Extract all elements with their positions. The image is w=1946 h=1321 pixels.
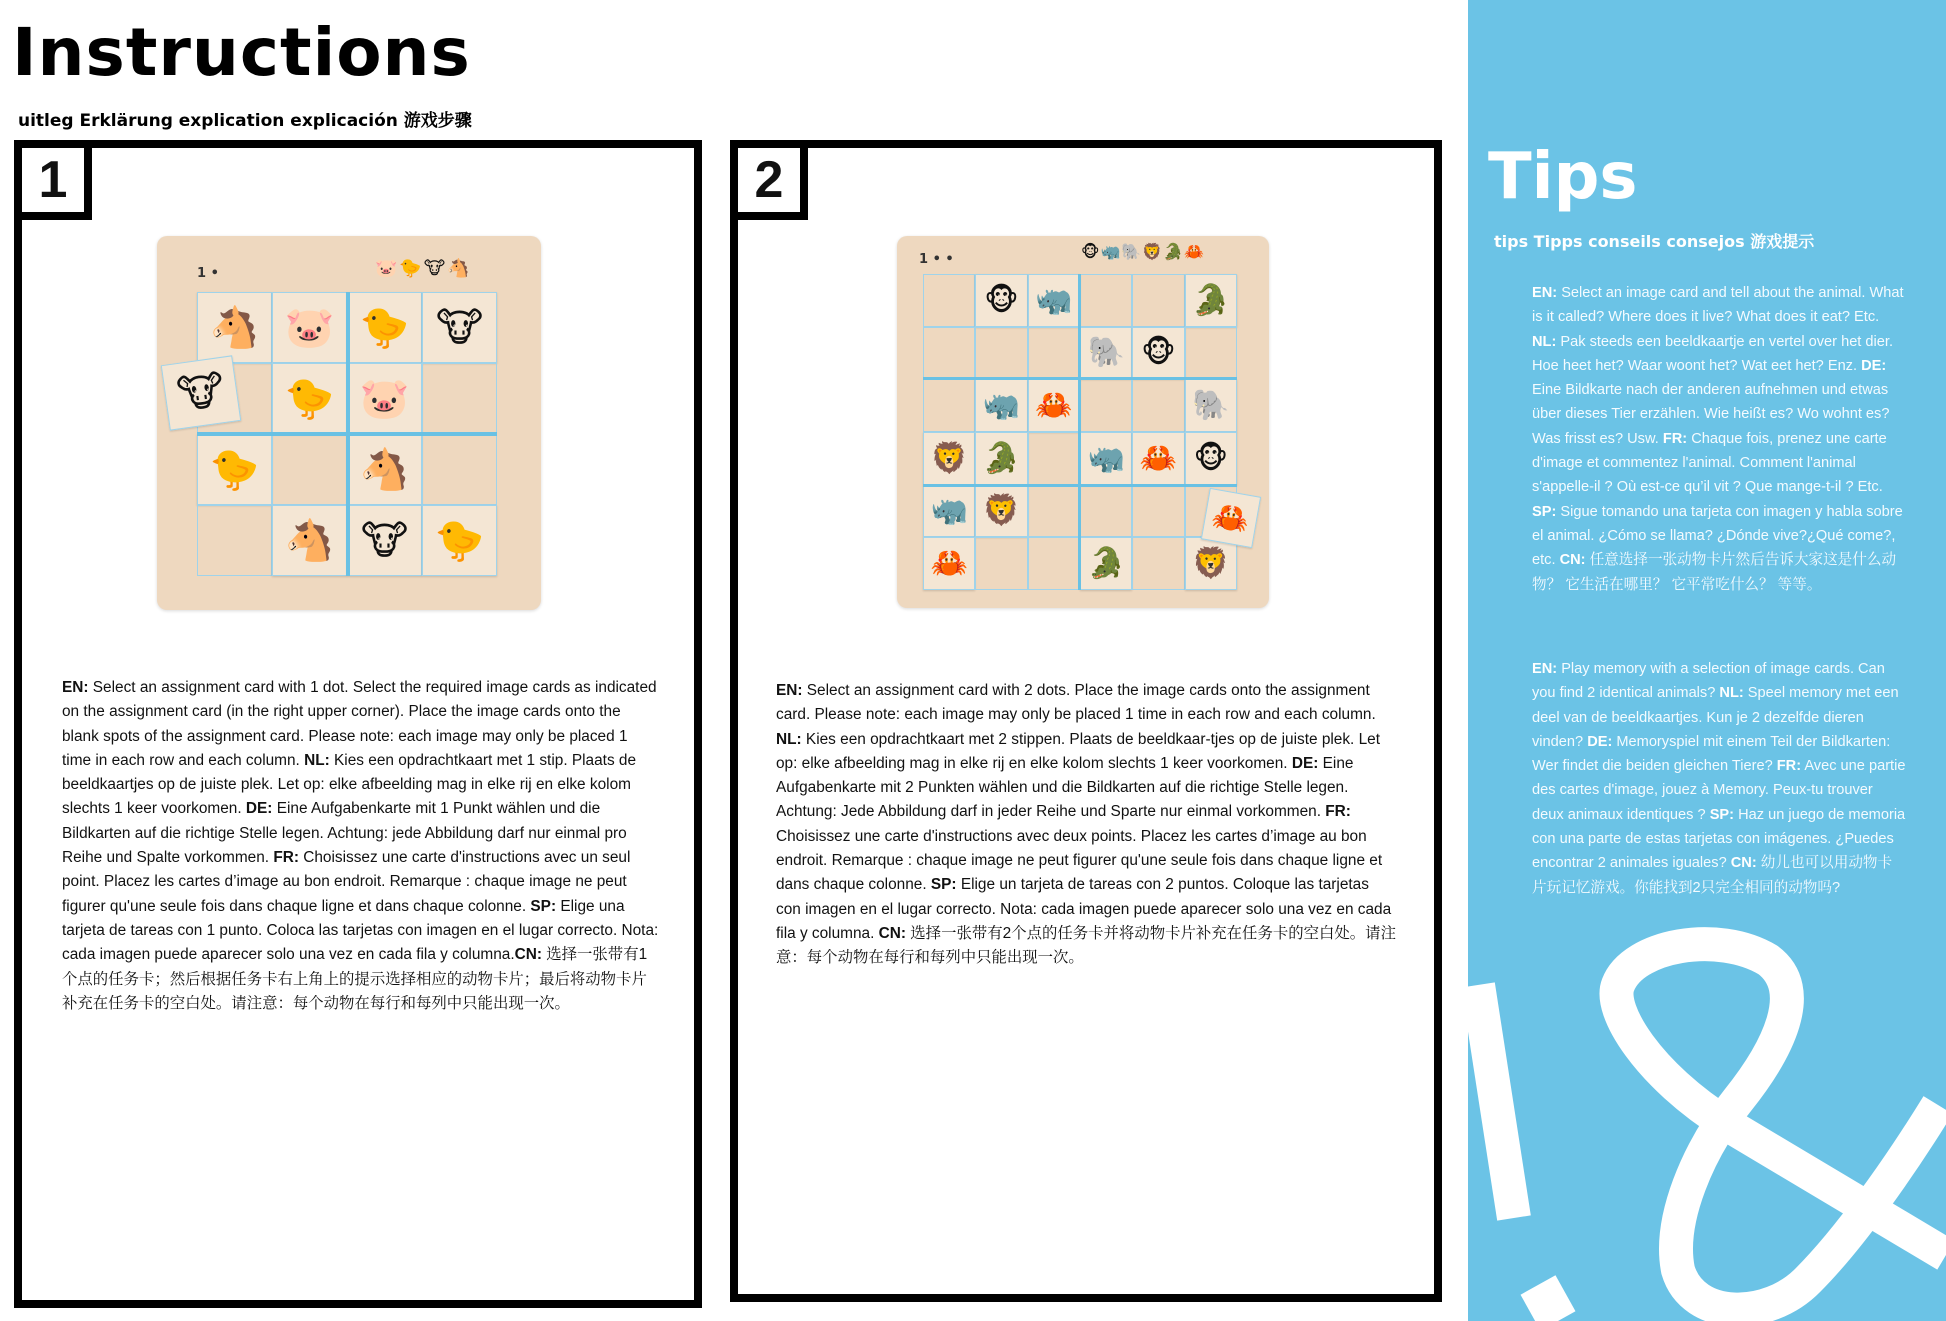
monkey-tile: 🐵 [975,274,1027,327]
instruction-text: Memoryspiel mit einem Teil der Bildkarten: Wer findet die beiden gleichen Tiere? [1532,733,1891,775]
instruction-text: Eine Aufgabenkarte mit 2 Punkten wählen und die Bildkarten auf die richtige Stelle legen. Achtung: Jede Abbildung darf in jeder Reihe und Sparte nur einmal vorkommen. [776,754,1354,821]
language-label: SP: [530,897,557,915]
crab-tile: 🦀 [923,537,975,590]
language-label: DE: [1861,357,1887,374]
language-label: EN: [1532,285,1558,301]
empty-cell [975,537,1027,590]
language-label: CN: [1559,552,1586,569]
monkey-tile: 🐵 [1185,432,1237,485]
page-title: Instructions [12,14,471,91]
instruction-text: 任意选择一张动物卡片然后告诉大家这是什么动物？ 它生活在哪里？ 它平常吃什么？ 等等。 [1532,552,1897,593]
instruction-text: Kies een opdrachtkaart met 1 stip. Plaats de beeldkaartjes op de juiste plek. Let op: elke afbeelding mag in elke rij en elke kolom slechts 1 keer voorkomen. [62,751,637,818]
cow-tile: 🐮 [422,292,497,363]
empty-cell [1080,274,1132,327]
instruction-text: Eine Bildkarte nach der anderen aufnehmen und etwas über dieses Tier erzählen. Wie heißt es? Wo wohnt es? Was frisst es? Usw. [1532,382,1890,447]
language-label: DE: [245,800,273,818]
rhino-tile: 🦏 [975,379,1027,432]
instruction-text: 幼儿也可以用动物卡片玩记忆游戏。你能找到2只完全相同的动物吗? [1532,855,1893,896]
empty-cell [1080,379,1132,432]
board-dots-label: 1 • [197,266,219,281]
ampersand-stroke [1616,944,1946,1309]
loose-tile: 🦀 [1201,488,1261,548]
monkey-tile: 🐵 [1132,327,1184,380]
instruction-text: Eine Aufgabenkarte mit 1 Punkt wählen und die Bildkarten auf die richtige Stelle legen. Achtung: jede Abbildung darf nur einmal pro Reihe und Spalte vorkommen. [62,800,627,867]
instruction-text: Elige una tarjeta de tareas con 1 punto. Coloca las tarjetas con imagen en el lugar correcto. Nota: cada imagen puede aparecer solo una vez en cada fila y columna. [62,897,659,964]
instruction-text: Sigue tomando una tarjeta con imagen y habla sobre el animal. ¿Cómo se llama? ¿Dónde vive?¿Qué come?, etc. [1532,503,1903,569]
step-2-instructions [776,679,1396,971]
empty-cell [1028,327,1080,380]
empty-cell [272,434,347,505]
language-label: FR: [273,849,299,867]
board-legend-icons: 🐵🦏🐘🦁🐊🦀 [1081,242,1206,261]
empty-cell [422,434,497,505]
instruction-text: Speel memory met een deel van de beeldkaartjes. Kun je 2 dezelfde dieren vinden? [1532,685,1899,750]
empty-cell [1185,327,1237,380]
rhino-tile: 🦏 [923,485,975,538]
empty-cell [1028,485,1080,538]
crocodile-tile: 🐊 [1185,274,1237,327]
board-dots-label: 1 • • [919,252,954,267]
lion-tile: 🦁 [923,432,975,485]
chick-tile: 🐤 [422,505,497,576]
instruction-text: Avec une partie des cartes d'image, jouez à Memory. Peux-tu trouver deux animaux identiques ? [1532,758,1906,823]
crocodile-tile: 🐊 [975,432,1027,485]
board-divider-horizontal [923,484,1237,487]
crab-tile: 🦀 [1132,432,1184,485]
board-legend-icons: 🐷🐤🐮🐴 [375,258,472,279]
language-label: FR: [1662,430,1688,447]
tips-title: Tips [1488,140,1638,214]
chick-tile: 🐤 [197,434,272,505]
instruction-text: Select an assignment card with 1 dot. Select the required image cards as indicated on the assignment card (in the right upper corner). Place the image cards onto the blank spots of the assignment card. Please note: each image may only be placed 1 time in each row and each column. [62,679,657,769]
language-label: CN: [514,946,542,964]
empty-cell [1132,379,1184,432]
language-label: SP: [1532,503,1557,520]
horse-tile: 🐴 [347,434,422,505]
instruction-text: Choisissez une carte d'instructions avec un seul point. Placez les cartes d’image au bon endroit. Remarque : chaque image ne peut figurer qu'une seule fois dans chaque ligne et dans chaque colonne. [62,849,631,915]
instruction-text: 选择一张带有2个点的任务卡并将动物卡片补充在任务卡的空白处。请注意：每个动物在每行和每列中只能出现一次。 [776,924,1396,967]
instruction-text: Choisissez une carte d'instructions avec deux points. Placez les cartes d’image au bon endroit. Remarque : chaque image ne peut figurer qu'une seule fois dans chaque ligne et dans chaque colonne. [776,827,1383,894]
lion-tile: 🦁 [1185,537,1237,590]
empty-cell [923,379,975,432]
instruction-text: Play memory with a selection of image cards. Can you find 2 identical animals? [1532,661,1885,702]
step-1-panel [14,140,702,1308]
tips-subtitle: tips Tipps conseils consejos 游戏提示 [1494,232,1815,251]
step-number-badge: 1 [14,140,92,220]
page-subtitle: uitleg Erklärung explication explicación 游戏步骤 [18,111,472,131]
horse-tile: 🐴 [197,292,272,363]
board-divider-horizontal [197,432,497,436]
empty-cell [1028,537,1080,590]
empty-cell [1132,485,1184,538]
empty-cell [197,505,272,576]
instruction-text: Select an assignment card with 2 dots. Place the image cards onto the assignment card. Please note: each image may only be placed 1 time in each row and each column. [776,682,1376,724]
elephant-tile: 🐘 [1080,327,1132,380]
empty-cell [923,274,975,327]
assignment-board-image [897,236,1269,608]
lion-tile: 🦁 [975,485,1027,538]
language-label: FR: [1776,758,1802,775]
cow-tile: 🐮 [347,505,422,576]
empty-cell [1132,537,1184,590]
language-label: NL: [776,730,802,748]
language-label: EN: [776,682,803,699]
chick-tile: 🐤 [272,363,347,434]
board-divider-horizontal [923,377,1237,380]
language-label: SP: [930,876,957,894]
instruction-text: Chaque fois, prenez une carte d'image et commentez l'animal. Comment l'animal s'appelle-il ? Où est-ce qu’il vit ? Que mange-t-il ? Etc. [1532,430,1887,496]
language-label: DE: [1587,733,1613,750]
pig-tile: 🐷 [272,292,347,363]
crocodile-tile: 🐊 [1080,537,1132,590]
pig-tile: 🐷 [347,363,422,434]
rhino-tile: 🦏 [1028,274,1080,327]
language-label: CN: [878,924,907,942]
crab-tile: 🦀 [1028,379,1080,432]
instruction-text: Select an image card and tell about the animal. What is it called? Where does it live? What does it eat? Etc. [1532,285,1904,326]
chick-tile: 🐤 [347,292,422,363]
instruction-text: Haz un juego de memoria con una parte de estas tarjetas con imágenes. ¿Puedes encontrar 2 animales iguales? [1532,806,1906,872]
language-label: NL: [1719,685,1744,702]
language-label: EN: [1532,661,1558,677]
language-label: NL: [304,751,330,769]
empty-cell [1028,432,1080,485]
exclamation-stroke [1478,985,1514,1218]
instruction-text: Kies een opdrachtkaart met 2 stippen. Plaats de beeldkaar-tjes op de juiste plek. Let op: elke afbeelding mag in elke rij en elke kolom slechts 1 keer voorkomen. [776,730,1381,772]
empty-cell [1132,274,1184,327]
language-label: EN: [62,679,89,696]
instruction-text: Elige un tarjeta de tareas con 2 puntos. Coloque las tarjetas con imagen en el lugar correcto. Nota: cada imagen puede aparecer solo una vez en cada fila y columna. [776,876,1392,942]
language-label: CN: [1730,855,1757,872]
rhino-tile: 🦏 [1080,432,1132,485]
elephant-tile: 🐘 [1185,379,1237,432]
assignment-board-image [157,236,541,610]
step-1-instructions [62,676,660,1016]
empty-cell [1080,485,1132,538]
tip-storytelling [1532,281,1906,597]
instruction-text: 选择一张带有1个点的任务卡；然后根据任务卡右上角上的提示选择相应的动物卡片；最后将动物卡片补充在任务卡的空白处。请注意：每个动物在每行和每列中只能出现一次。 [62,946,648,1012]
tips-panel [1468,0,1946,1321]
exclamation-dot [1538,1285,1558,1321]
language-label: FR: [1325,803,1351,821]
empty-cell [923,327,975,380]
language-label: DE: [1291,754,1319,772]
tip-memory-game [1532,657,1906,900]
language-label: SP: [1709,806,1735,823]
step-number-badge: 2 [730,140,808,220]
language-label: NL: [1532,333,1557,350]
step-2-panel [730,140,1442,1302]
loose-tile: 🐮 [161,355,241,430]
empty-cell [422,363,497,434]
empty-cell [975,327,1027,380]
board-divider-vertical [1078,274,1081,590]
instruction-text: Pak steeds een beeldkaartje en vertel over het dier. Hoe heet het? Waar woont het? Wat eet het? Enz. [1532,333,1894,374]
horse-tile: 🐴 [272,505,347,576]
